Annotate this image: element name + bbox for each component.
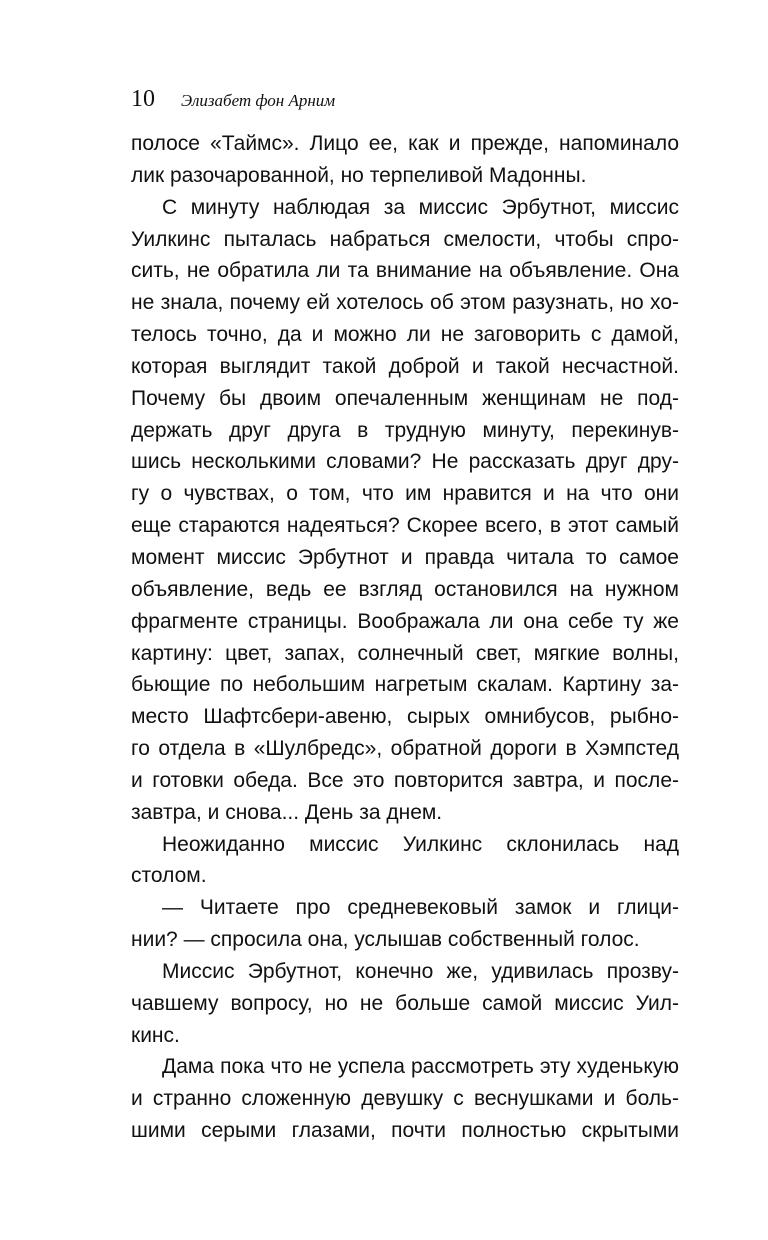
text-line: картину: цвет, запах, солнечный свет, мягкие волны, [131,641,679,665]
text-line: гу о чувствах, о том, что им нравится и на что они [131,482,679,506]
text-line: сить, не обратила ли та внимание на объявление. Она [131,259,679,283]
text-line: которая выглядит такой доброй и такой несчастной. [131,354,679,378]
text-line: нии? — спросила она, услышав собственный голос. [131,928,640,952]
text-line: лик разочарованной, но терпеливой Мадонны. [131,163,587,187]
text-line: телось точно, да и можно ли не заговорить с дамой, [131,323,679,347]
text-line: объявление, ведь ее взгляд остановился на нужном [131,577,679,601]
text-line: шись несколькими словами? Не рассказать друг дру- [131,450,679,474]
text-line: Миссис Эрбутнот, конечно же, удивилась прозву- [162,959,679,983]
text-line: момент миссис Эрбутнот и правда читала то самое [131,545,679,569]
text-line: и готовки обеда. Все это повторится завтра, и после- [131,768,679,792]
text-line: — Читаете про средневековый замок и глици- [162,896,679,920]
text-line: го отдела в «Шулбредс», обратной дороги в Хэмпстед [131,737,679,761]
text-line: держать друг друга в трудную минуту, перекинув- [131,418,679,442]
body-text [131,128,679,1147]
text-line: кинс. [131,1023,180,1047]
page-number: 10 [131,86,155,112]
text-line: бьющие по небольшим нагретым скалам. Картину за- [131,673,679,697]
page-header [131,86,335,116]
text-line: еще стараются надеяться? Скорее всего, в этот самый [131,514,679,538]
text-line: Дама пока что не успела рассмотреть эту худенькую [162,1055,679,1079]
text-line: завтра, и снова... День за днем. [131,800,443,824]
text-line: не знала, почему ей хотелось об этом разузнать, но хо- [131,291,679,315]
text-line: Уилкинс пыталась набраться смелости, чтобы спро- [131,227,679,251]
text-line: место Шафтсбери-авеню, сырых омнибусов, рыбно- [131,705,679,729]
text-line: шими серыми глазами, почти полностью скрытыми [131,1119,679,1143]
text-line: фрагменте страницы. Воображала ли она себе ту же [131,609,679,633]
running-head-author: Элизабет фон Арним [181,91,336,110]
text-line: чавшему вопросу, но не больше самой миссис Уил- [131,991,679,1015]
text-line: Неожиданно миссис Уилкинс склонилась над [162,832,679,856]
text-line: столом. [131,864,207,888]
text-line: и странно сложенную девушку с веснушками и боль- [131,1087,679,1111]
text-line: С минуту наблюдая за миссис Эрбутнот, миссис [162,195,679,219]
text-line: полосе «Таймс». Лицо ее, как и прежде, напоминало [131,132,679,155]
text-line: Почему бы двоим опечаленным женщинам не под- [131,386,679,410]
